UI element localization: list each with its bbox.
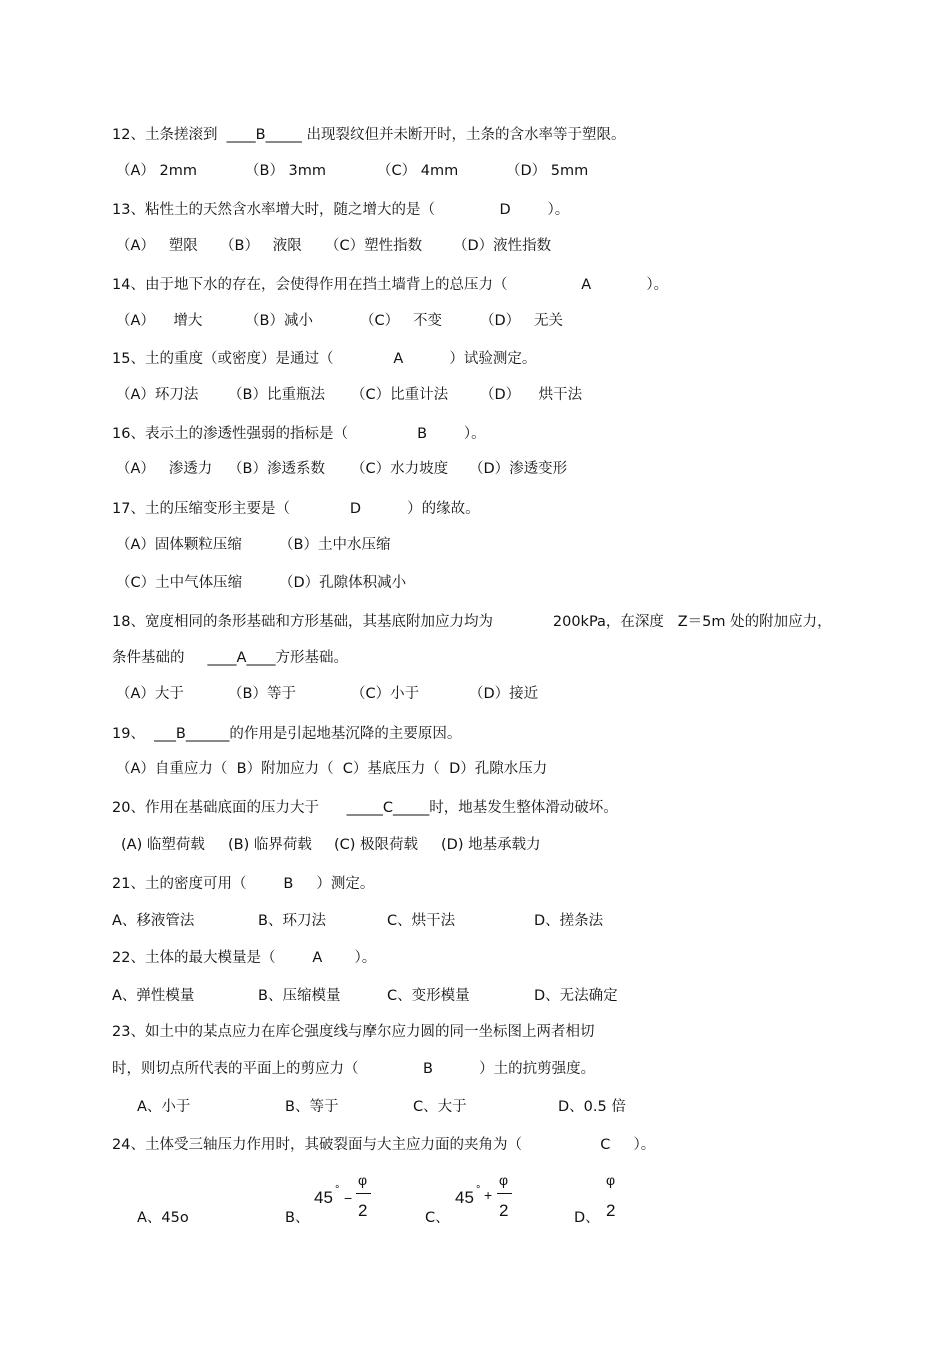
formula-c-denominator: 2 bbox=[499, 1201, 509, 1220]
q17-option-a: （A）固体颗粒压缩 bbox=[116, 537, 242, 553]
q15-option-b: （B）比重瓶法 bbox=[228, 387, 325, 403]
q17-option-c: （C）土中气体压缩 bbox=[116, 575, 243, 591]
q18-option-d: （D）接近 bbox=[469, 686, 539, 702]
formula-d-denominator: 2 bbox=[606, 1201, 616, 1220]
question-14: 14、由于地下水的存在，会使得作用在挡土墙背上的总压力（ A ）。 bbox=[112, 277, 669, 293]
q12-option-c: （C） 4mm bbox=[377, 163, 459, 179]
formula-b-phi: φ bbox=[358, 1172, 368, 1188]
formula-c-degree: ° bbox=[476, 1184, 481, 1196]
formula-c-fraction-bar bbox=[497, 1193, 512, 1194]
q23-option-d: D、0.5 倍 bbox=[558, 1099, 626, 1115]
q14-option-a: （A） 增大 bbox=[116, 313, 203, 329]
q20-option-c: (C) 极限荷载 bbox=[334, 837, 419, 853]
q17-option-b: （B）土中水压缩 bbox=[279, 537, 391, 553]
formula-c-number: 45 bbox=[455, 1188, 474, 1207]
q22-option-b: B、压缩模量 bbox=[258, 988, 341, 1004]
q24-formula-c bbox=[455, 1170, 525, 1226]
q24-option-c-label: C、 bbox=[425, 1210, 450, 1226]
q14-option-d: （D） 无关 bbox=[480, 313, 563, 329]
q18-option-c: （C）小于 bbox=[351, 686, 420, 702]
formula-b-minus: − bbox=[344, 1190, 353, 1206]
question-24: 24、土体受三轴压力作用时，其破裂面与大主应力面的夹角为（ C ）。 bbox=[112, 1137, 656, 1153]
question-19: 19、 ___B______的作用是引起地基沉降的主要原因。 bbox=[112, 726, 462, 742]
q23-option-a: A、小于 bbox=[137, 1099, 191, 1115]
q12-option-b: （B） 3mm bbox=[245, 163, 327, 179]
q13-option-b: （B） 液限 bbox=[220, 238, 302, 254]
q22-option-c: C、变形模量 bbox=[387, 988, 470, 1004]
q22-option-d: D、无法确定 bbox=[534, 988, 618, 1004]
formula-b-degree: ° bbox=[335, 1184, 340, 1196]
q17-option-d: （D）孔隙体积减小 bbox=[279, 575, 407, 591]
q16-option-d: （D）渗透变形 bbox=[469, 461, 568, 477]
q23-option-c: C、大于 bbox=[413, 1099, 467, 1115]
question-22: 22、土体的最大模量是（ A ）。 bbox=[112, 950, 377, 966]
question-18-line1: 18、宽度相同的条形基础和方形基础，其基底附加应力均为 200kPa，在深度 Z＝5m 处的附加应力， bbox=[112, 614, 832, 630]
question-20: 20、作用在基础底面的压力大于 _____C_____时，地基发生整体滑动破坏。 bbox=[112, 800, 618, 816]
q20-option-a: (A) 临塑荷载 bbox=[121, 837, 205, 853]
question-23-line2: 时，则切点所代表的平面上的剪应力（ B ）土的抗剪强度。 bbox=[112, 1061, 596, 1077]
q24-option-a: A、45o bbox=[137, 1210, 189, 1226]
q16-option-a: （A） 渗透力 bbox=[116, 461, 213, 477]
q19-options: （A）自重应力（ B）附加应力（ C）基底压力（ D）孔隙水压力 bbox=[116, 761, 548, 777]
q24-option-d-label: D、 bbox=[574, 1210, 600, 1226]
q23-option-b: B、等于 bbox=[285, 1099, 339, 1115]
q20-option-d: (D) 地基承载力 bbox=[441, 837, 541, 853]
q15-option-c: （C）比重计法 bbox=[351, 387, 449, 403]
q22-option-a: A、弹性模量 bbox=[112, 988, 195, 1004]
q24-option-b-label: B、 bbox=[285, 1210, 310, 1226]
q14-option-b: （B）减小 bbox=[245, 313, 313, 329]
q12-option-d: （D） 5mm bbox=[506, 163, 589, 179]
formula-c-plus: + bbox=[484, 1187, 493, 1203]
q15-option-a: （A）环刀法 bbox=[116, 387, 199, 403]
formula-b-denominator: 2 bbox=[358, 1201, 368, 1220]
question-17: 17、土的压缩变形主要是（ D ）的缘故。 bbox=[112, 501, 480, 517]
q14-option-c: （C） 不变 bbox=[360, 313, 442, 329]
formula-b-number: 45 bbox=[314, 1188, 333, 1207]
q16-option-b: （B）渗透系数 bbox=[228, 461, 325, 477]
q12-option-a: （A） 2mm bbox=[116, 163, 198, 179]
q13-option-c: （C）塑性指数 bbox=[325, 238, 423, 254]
q24-formula-d bbox=[604, 1170, 628, 1226]
question-21: 21、土的密度可用（ B ）测定。 bbox=[112, 876, 375, 892]
question-16: 16、表示土的渗透性强弱的指标是（ B ）。 bbox=[112, 426, 486, 442]
question-13: 13、粘性土的天然含水率增大时，随之增大的是（ D ）。 bbox=[112, 202, 570, 218]
q21-option-d: D、搓条法 bbox=[534, 913, 604, 929]
q21-option-c: C、烘干法 bbox=[387, 913, 456, 929]
q20-option-b: (B) 临界荷载 bbox=[228, 837, 312, 853]
question-12: 12、土条搓滚到 ____B_____ 出现裂纹但并未断开时，土条的含水率等于塑限。 bbox=[112, 127, 626, 143]
q18-option-a: （A）大于 bbox=[116, 686, 184, 702]
question-15: 15、土的重度（或密度）是通过（ A ）试验测定。 bbox=[112, 351, 537, 367]
question-18-line2: 条件基础的 ____A____方形基础。 bbox=[112, 650, 348, 666]
q16-option-c: （C）水力坡度 bbox=[351, 461, 449, 477]
q15-option-d: （D） 烘干法 bbox=[480, 387, 583, 403]
q21-option-b: B、环刀法 bbox=[258, 913, 326, 929]
formula-d-phi: φ bbox=[606, 1172, 616, 1188]
formula-c-phi: φ bbox=[499, 1172, 509, 1188]
q21-option-a: A、移液管法 bbox=[112, 913, 195, 929]
q13-option-a: （A） 塑限 bbox=[116, 238, 198, 254]
question-23-line1: 23、如土中的某点应力在库仑强度线与摩尔应力圆的同一坐标图上两者相切 bbox=[112, 1024, 595, 1040]
formula-b-fraction-bar bbox=[356, 1193, 371, 1194]
q24-formula-b bbox=[314, 1170, 384, 1226]
q13-option-d: （D）液性指数 bbox=[453, 238, 552, 254]
q18-option-b: （B）等于 bbox=[228, 686, 296, 702]
